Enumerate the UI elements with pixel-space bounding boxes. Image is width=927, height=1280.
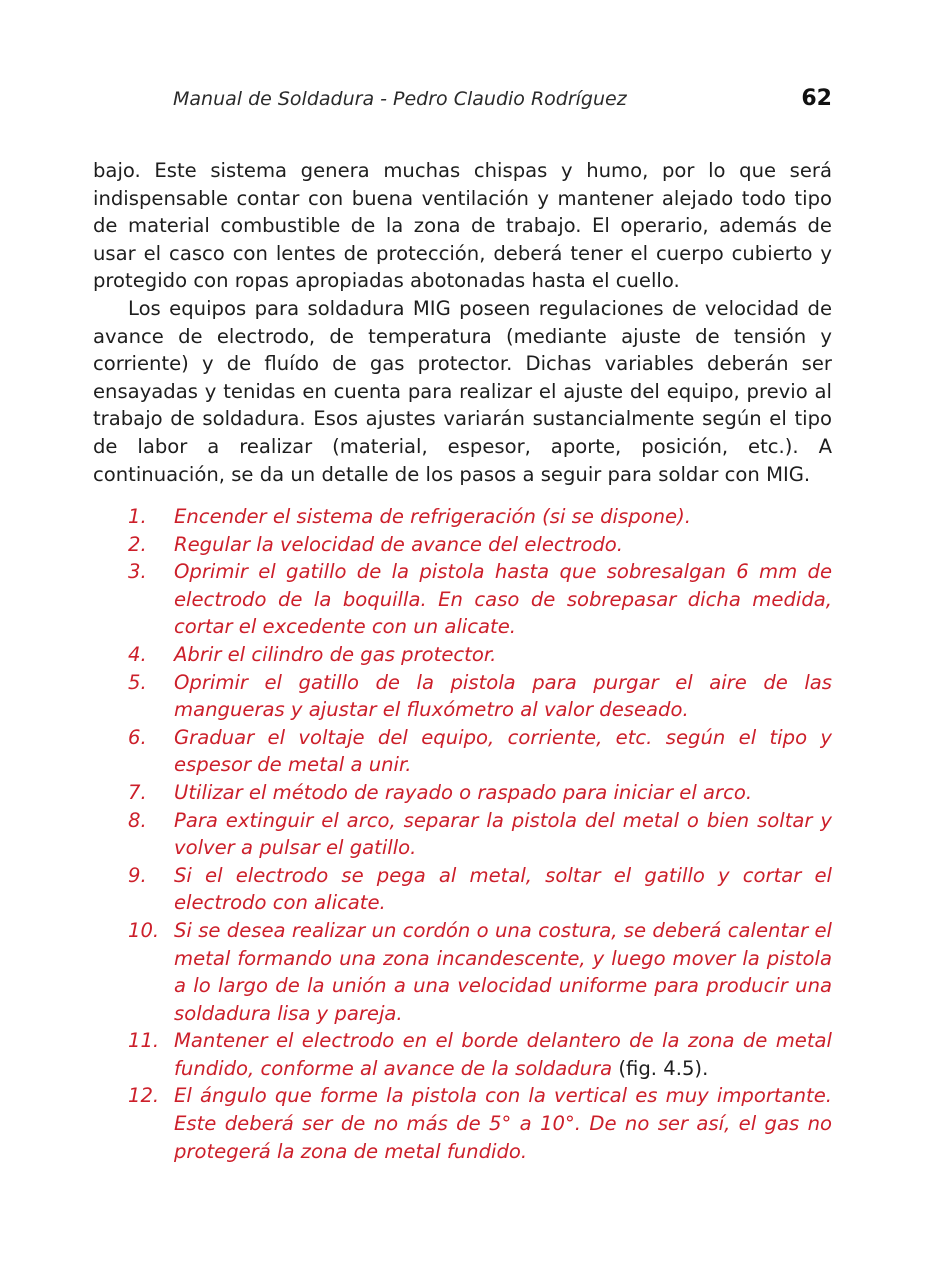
list-item [93, 1027, 832, 1082]
step-number: 8. [128, 808, 147, 832]
step-number: 5. [128, 670, 147, 694]
list-item [93, 1082, 832, 1165]
step-text: Oprimir el gatillo de la pistola hasta que sobresalgan 6 mm de electrodo de la boquilla. En caso de sobrepasar dicha medida, cortar el excedente con un alicate. [174, 560, 832, 639]
step-number: 3. [128, 560, 147, 584]
list-item [93, 724, 832, 779]
step-text: Utilizar el método de rayado o raspado para iniciar el arco. [174, 780, 753, 804]
list-item [93, 669, 832, 724]
paragraph: Los equipos para soldadura MIG poseen regulaciones de velocidad de avance de electrodo, de temperatura (mediante ajuste de tensión y corriente) y de fluído de gas protector. Dichas variables deberán ser ensayadas y tenidas en cuenta para realizar el ajuste del equipo, previo al trabajo de soldadura. Esos ajustes variarán sustancialmente según el tipo de labor a realizar (material, espesor, aporte, posición, etc.). A continuación, se da un detalle de los pasos a seguir para soldar con MIG. [93, 296, 832, 486]
body-text [93, 157, 832, 488]
step-text: El ángulo que forme la pistola con la vertical es muy importante. Este deberá ser de no más de 5° a 10°. De no ser así, el gas no protegerá la zona de metal fundido. [174, 1084, 832, 1163]
step-text: Regular la velocidad de avance del electrodo. [174, 532, 624, 556]
running-head: Manual de Soldadura - Pedro Claudio Rodríguez [173, 88, 627, 110]
page-number: 62 [801, 86, 832, 111]
step-number: 11. [128, 1029, 160, 1053]
step-text: Oprimir el gatillo de la pistola para purgar el aire de las mangueras y ajustar el fluxómetro al valor deseado. [174, 670, 832, 722]
step-number: 6. [128, 725, 147, 749]
list-item [93, 531, 832, 559]
step-number: 10. [128, 918, 160, 942]
list-item [93, 503, 832, 531]
step-number: 7. [128, 780, 147, 804]
page-header [0, 86, 927, 116]
list-item [93, 862, 832, 917]
step-text: Si el electrodo se pega al metal, soltar el gatillo y cortar el electrodo con alicate. [174, 863, 832, 915]
step-text: Graduar el voltaje del equipo, corriente, etc. según el tipo y espesor de metal a unir. [174, 725, 832, 777]
step-text: Encender el sistema de refrigeración (si se dispone). [174, 505, 691, 528]
step-number: 4. [128, 642, 147, 666]
step-number: 2. [128, 532, 147, 556]
list-item [93, 807, 832, 862]
list-item [93, 558, 832, 641]
step-text: Para extinguir el arco, separar la pistola del metal o bien soltar y volver a pulsar el gatillo. [174, 808, 832, 860]
step-text: Mantener el electrodo en el borde delantero de la zona de metal fundido, conforme al avance de la soldadura [174, 1029, 832, 1080]
step-text: Abrir el cilindro de gas protector. [174, 642, 497, 666]
list-item [93, 779, 832, 807]
step-text: Si se desea realizar un cordón o una costura, se deberá calentar el metal formando una zona incandescente, y luego mover la pistola a lo largo de la unión a una velocidad uniforme para producir una soldadura lisa y pareja. [174, 918, 832, 1025]
figure-reference: (fig. 4.5). [612, 1056, 709, 1080]
paragraph: bajo. Este sistema genera muchas chispas y humo, por lo que será indispensable contar con buena ventilación y mantener alejado todo tipo de material combustible de la zona de trabajo. El operario, además de usar el casco con lentes de protección, deberá tener el cuerpo cubierto y protegido con ropas apropiadas abotonadas hasta el cuello. [93, 159, 832, 293]
step-number: 9. [128, 863, 147, 887]
list-item [93, 917, 832, 1027]
steps-list [93, 503, 832, 1165]
list-item [93, 641, 832, 669]
step-number: 12. [128, 1084, 160, 1108]
step-number: 1. [128, 505, 147, 528]
